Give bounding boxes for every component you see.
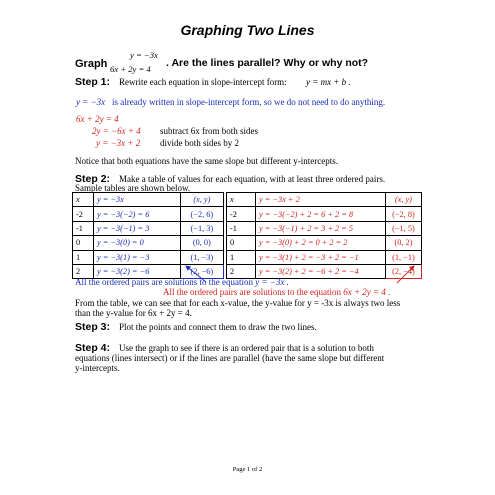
table-cell: (−1, 5) [385,221,421,235]
table-header-cell: y = −3x + 2 [256,193,386,207]
table-cell: (2, −6) [180,264,223,278]
table-cell: y = −3(1) + 2 = −3 + 2 = −1 [256,250,386,264]
table-cell: (2, −4) [385,264,421,278]
table-cell: 1 [227,250,256,264]
step2-label: Step 2: [75,173,111,185]
table1-note-text: All the ordered pairs are solutions to the equation [75,277,253,287]
step3-text: Plot the points and connect them to draw the two lines. [119,322,317,332]
conclusion-line-1: From the table, we can see that for each x-value, the y-value for y = -3x is always two less [75,298,401,308]
table-cell: -2 [73,207,94,221]
step4-label: Step 4: [75,342,111,354]
table1-note [75,277,289,287]
table-cell: (1, −1) [385,250,421,264]
step4-line-3: y-intercepts. [75,363,120,373]
table-cell: y = −3(1) = −3 [94,250,181,264]
table-cell: y = −3(−1) + 2 = 3 + 2 = 5 [256,221,386,235]
table2-note-text: All the ordered pairs are solutions to the equation [163,287,341,297]
table-cell: 0 [73,236,94,250]
table-cell: y = −3(−1) = 3 [94,221,181,235]
page-title: Graphing Two Lines [180,22,315,38]
table-cell: (1, −3) [180,250,223,264]
graph-word: Graph [75,58,108,70]
conclusion-line-2: than the y-value for 6x + 2y = 4. [75,308,192,318]
table-header-cell: (x, y) [180,193,223,207]
table-cell: 1 [73,250,94,264]
table-cell: y = −3(2) + 2 = −6 + 2 = −4 [256,264,386,278]
table-cell: (−2, 8) [385,207,421,221]
table-header-cell: (x, y) [385,193,421,207]
line1-equation: y = −3x [76,97,106,107]
table-cell: y = −3(2) = −6 [94,264,181,278]
table-cell: 2 [73,264,94,278]
line1-note: is already written in slope-intercept form, so we do not need to do anything. [112,97,386,107]
table-cell: (−2, 6) [180,207,223,221]
step1-text: Rewrite each equation in slope-intercept form: [119,77,287,87]
step2-text: Make a table of values for each equation, with at least three ordered pairs. [119,174,386,184]
work-note-3: divide both sides by 2 [160,138,239,148]
table-cell: -1 [73,221,94,235]
table-cell: (−1, 3) [180,221,223,235]
table-cell: 0 [227,236,256,250]
table-cell: y = −3(0) = 0 [94,236,181,250]
problem-question: . Are the lines parallel? Why or why not? [166,57,369,69]
step4-line-2: equations (lines intersect) or if the lines are parallel (have the same slope but different [75,353,385,363]
step3-label: Step 3: [75,321,111,333]
problem-eq2: 6x + 2y = 4 [110,64,151,74]
table-cell: y = −3(−2) + 2 = 6 + 2 = 8 [256,207,386,221]
table1-note-eq: y = −3x . [255,277,289,287]
problem-eq1: y = −3x [130,50,158,60]
table-cell: -2 [227,207,256,221]
table-cell: y = −3(0) + 2 = 0 + 2 = 2 [256,236,386,250]
table2-note [163,287,390,297]
table-cell: y = −3(−2) = 6 [94,207,181,221]
table2-note-eq: 6x + 2y = 4 . [343,287,391,297]
slope-intercept-form: y = mx + b . [306,77,351,87]
table-cell: 2 [227,264,256,278]
page-footer: Page 1 of 2 [232,466,263,473]
red-arrow [397,266,414,283]
notice-text: Notice that both equations have the same slope but different y-intercepts. [75,156,339,166]
work-line-3: y = −3x + 2 [96,138,141,148]
work-line-1: 6x + 2y = 4 [76,114,119,124]
step1-label: Step 1: [75,76,111,88]
table-cell: (0, 2) [385,236,421,250]
work-note-2: subtract 6x from both sides [160,126,258,136]
table-cell: (0, 0) [180,236,223,250]
work-line-2: 2y = −6x + 4 [92,126,141,136]
table-header-cell: x [227,193,256,207]
step2-text2: Sample tables are shown below. [75,183,191,193]
table-cell: -1 [227,221,256,235]
table-header-cell: y = −3x [94,193,181,207]
step4-line-1: Use the graph to see if there is an ordered pair that is a solution to both [119,343,374,353]
table-header-cell: x [73,193,94,207]
